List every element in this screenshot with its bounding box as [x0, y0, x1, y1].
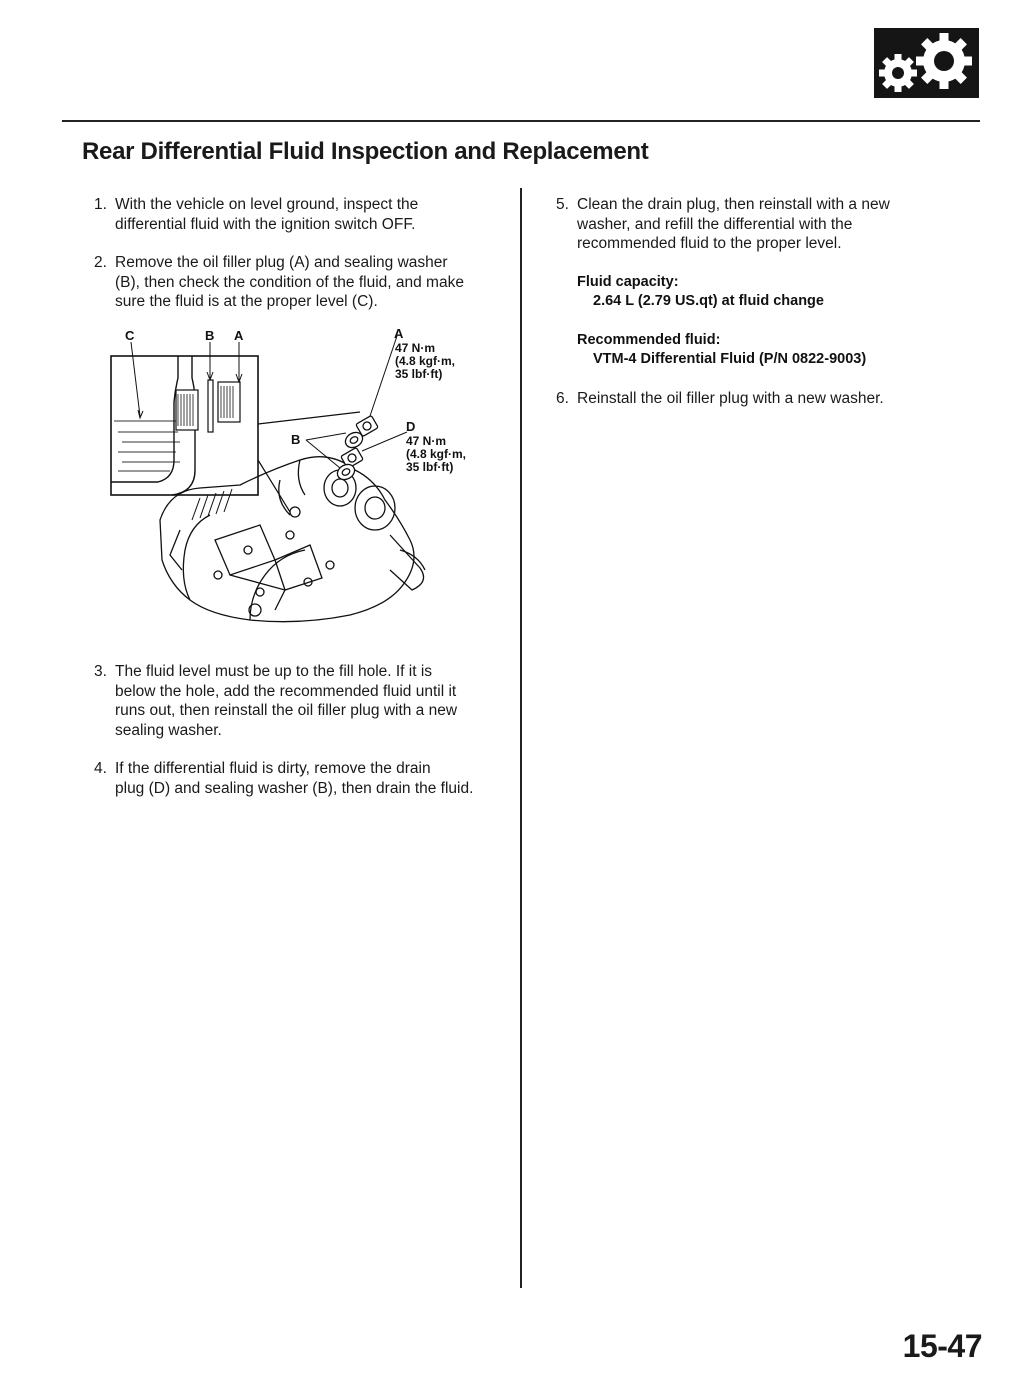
page-number: 15-47 — [902, 1328, 982, 1364]
step-number: 4. — [94, 760, 107, 777]
diagram-label-a-inset: A — [234, 328, 244, 343]
step-text-line: The fluid level must be up to the fill hole. If it is — [115, 663, 433, 680]
diagram-label-d: D — [406, 419, 416, 434]
step-text-line: washer, and refill the differential with the — [577, 215, 853, 233]
torque-d-line-3: 35 lbf·ft) — [406, 460, 454, 474]
fluid-capacity-label: Fluid capacity: — [577, 274, 679, 290]
differential-diagram — [100, 320, 510, 640]
step-text-line: Reinstall the oil filler plug with a new washer. — [577, 390, 884, 407]
diagram-label-a: A — [394, 326, 404, 341]
torque-a-line-3: 35 lbf·ft) — [395, 367, 443, 381]
step-text-line: (B), then check the condition of the fluid, and make — [115, 273, 464, 291]
step-number: 5. — [556, 196, 569, 213]
page-title: Rear Differential Fluid Inspection and Replacement — [82, 138, 649, 165]
torque-d-line-2: (4.8 kgf·m, — [406, 447, 467, 461]
torque-d-line-1: 47 N·m — [406, 434, 447, 448]
step-text-line: Remove the oil filler plug (A) and sealing washer — [115, 254, 448, 271]
gears-icon — [874, 28, 979, 98]
step-text-line: sure the fluid is at the proper level (C). — [115, 293, 378, 310]
header-rule — [62, 120, 980, 122]
step-text-line: Clean the drain plug, then reinstall with a new — [577, 196, 890, 213]
step-number: 1. — [94, 196, 107, 213]
column-divider — [520, 188, 522, 1288]
step-text-line: If the differential fluid is dirty, remove the drain — [115, 760, 431, 777]
step-text-line: With the vehicle on level ground, inspect the — [115, 196, 419, 213]
step-text-line: below the hole, add the recommended fluid until it — [115, 682, 457, 700]
torque-a-line-1: 47 N·m — [395, 341, 436, 355]
step-text-line: sealing washer. — [115, 721, 222, 739]
step-number: 2. — [94, 254, 107, 271]
step-text-line: plug (D) and sealing washer (B), then drain the fluid. — [115, 779, 474, 797]
diagram-label-b-inset: B — [205, 328, 215, 343]
step-text-line: recommended fluid to the proper level. — [577, 235, 842, 252]
recommended-fluid-value: VTM-4 Differential Fluid (P/N 0822-9003) — [593, 351, 867, 367]
exploded-plugs — [335, 415, 379, 482]
step-text-line: differential fluid with the ignition switch OFF. — [115, 215, 416, 233]
inset-washer — [208, 380, 213, 432]
fluid-capacity-value: 2.64 L (2.79 US.qt) at fluid change — [593, 293, 824, 309]
torque-a-line-2: (4.8 kgf·m, — [395, 354, 456, 368]
diagram-label-b: B — [291, 432, 301, 447]
step-number: 6. — [556, 390, 569, 407]
step-number: 3. — [94, 663, 107, 680]
step-text-line: runs out, then reinstall the oil filler plug with a new — [115, 702, 458, 719]
diagram-label-c: C — [125, 328, 135, 343]
recommended-fluid-label: Recommended fluid: — [577, 332, 721, 348]
